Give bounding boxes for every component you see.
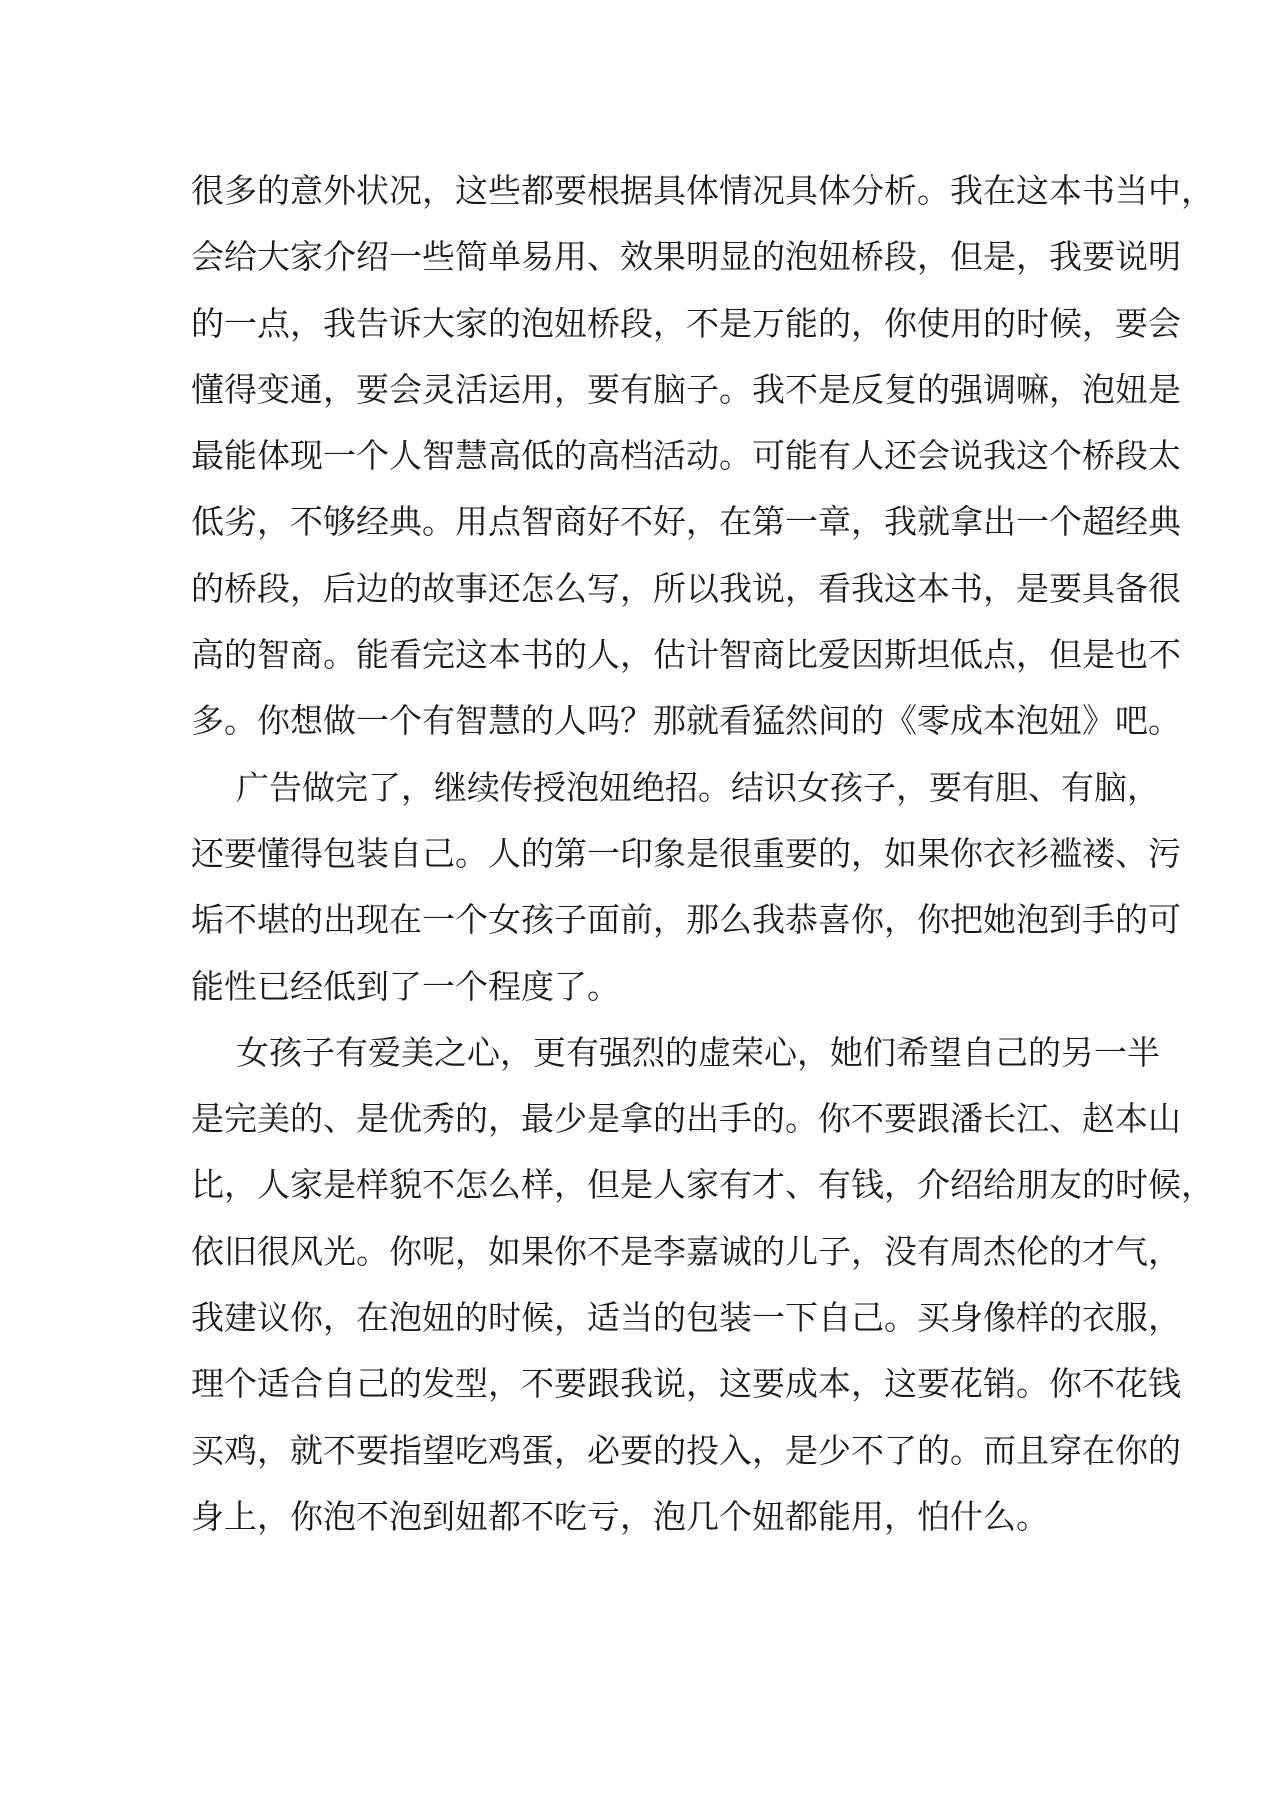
text-line: 的桥段，后边的故事还怎么写，所以我说，看我这本书，是要具备很 (191, 568, 1181, 608)
text-line: 还要懂得包装自己。人的第一印象是很重要的，如果你衣衫褴褛、污 (191, 833, 1181, 873)
text-line: 懂得变通，要会灵活运用，要有脑子。我不是反复的强调嘛，泡妞是 (191, 369, 1181, 409)
paragraph-first-line: 女孩子有爱美之心，更有强烈的虚荣心，她们希望自己的另一半 (236, 1032, 1160, 1072)
text-line: 身上，你泡不泡到妞都不吃亏，泡几个妞都能用，怕什么。 (191, 1496, 1049, 1536)
text-line: 最能体现一个人智慧高低的高档活动。可能有人还会说我这个桥段太 (191, 436, 1181, 476)
text-line: 我建议你，在泡妞的时候，适当的包装一下自己。买身像样的衣服， (191, 1298, 1181, 1338)
text-line: 低劣，不够经典。用点智商好不好，在第一章，我就拿出一个超经典 (191, 502, 1181, 542)
text-line: 依旧很风光。你呢，如果你不是李嘉诚的儿子，没有周杰伦的才气， (191, 1231, 1181, 1271)
body-text (191, 158, 1214, 1550)
text-line: 是完美的、是优秀的，最少是拿的出手的。你不要跟潘长江、赵本山 (191, 1099, 1181, 1139)
text-line: 理个适合自己的发型，不要跟我说，这要成本，这要花销。你不花钱 (191, 1364, 1181, 1404)
paragraph-first-line: 广告做完了，继续传授泡妞绝招。结识女孩子，要有胆、有脑， (236, 767, 1160, 807)
text-line: 多。你想做一个有智慧的人吗？那就看猛然间的《零成本泡妞》吧。 (191, 701, 1181, 741)
text-line: 高的智商。能看完这本书的人，估计智商比爱因斯坦低点，但是也不 (191, 635, 1181, 675)
text-line: 买鸡，就不要指望吃鸡蛋，必要的投入，是少不了的。而且穿在你的 (191, 1430, 1181, 1470)
text-line: 很多的意外状况，这些都要根据具体情况具体分析。我在这本书当中， (191, 171, 1214, 210)
text-line: 的一点，我告诉大家的泡妞桥段，不是万能的，你使用的时候，要会 (191, 303, 1181, 343)
text-line: 垢不堪的出现在一个女孩子面前，那么我恭喜你，你把她泡到手的可 (191, 900, 1181, 940)
text-line: 比，人家是样貌不怎么样，但是人家有才、有钱，介绍给朋友的时候， (191, 1165, 1214, 1205)
text-line: 会给大家介绍一些简单易用、效果明显的泡妞桥段，但是，我要说明 (191, 237, 1181, 277)
text-line: 能性已经低到了一个程度了。 (191, 966, 620, 1006)
